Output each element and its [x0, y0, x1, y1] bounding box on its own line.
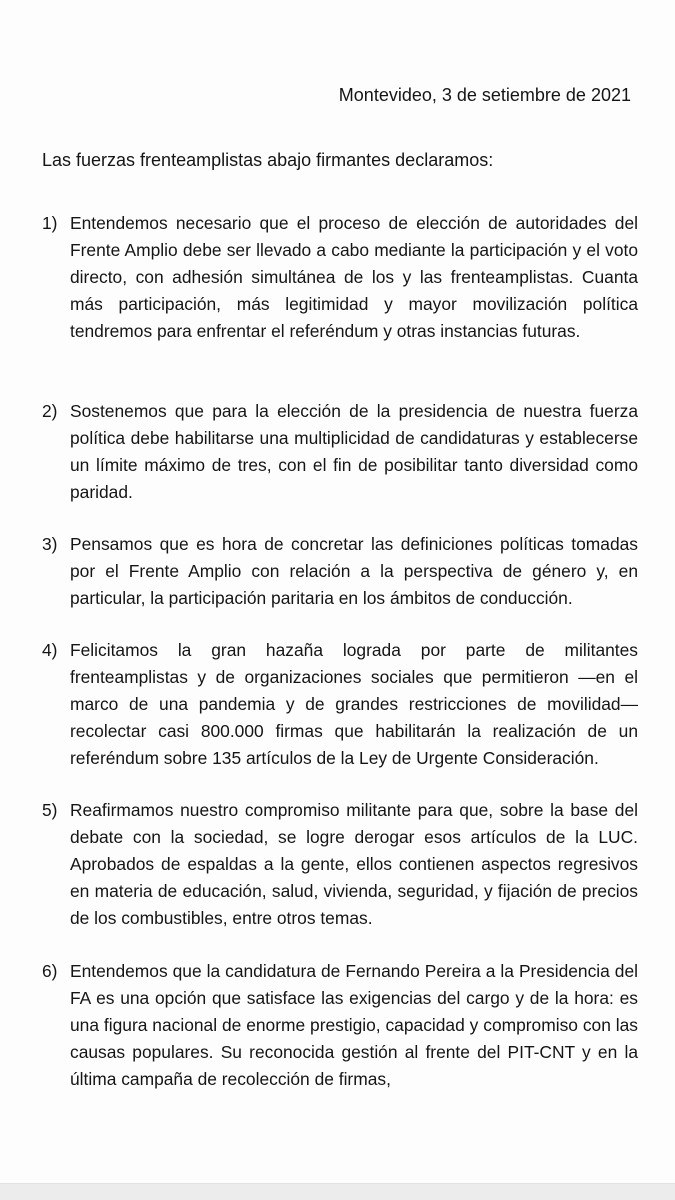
declaration-item-3 [42, 531, 638, 612]
item-text: Pensamos que es hora de concretar las definiciones políticas tomadas por el Frente Amplio con relación a la perspectiva de género y, en particular, la participación paritaria en los ámbitos de conducción. [70, 534, 638, 609]
declaration-item-6 [42, 958, 638, 1093]
item-number: 5) [42, 800, 58, 820]
declaration-item-4 [42, 637, 638, 772]
item-number: 6) [42, 961, 58, 981]
item-number: 1) [42, 213, 58, 233]
intro-statement: Las fuerzas frenteamplistas abajo firmantes declaramos: [42, 150, 494, 170]
declaration-item-1 [42, 210, 638, 345]
date-line: Montevideo, 3 de setiembre de 2021 [338, 85, 631, 105]
item-number: 3) [42, 534, 58, 554]
item-number: 2) [42, 401, 58, 421]
item-number: 4) [42, 640, 58, 660]
item-text: Sostenemos que para la elección de la presidencia de nuestra fuerza política debe habilitarse una multiplicidad de candidaturas y establecerse un límite máximo de tres, con el fin de posibilitar tanto diversidad como paridad. [70, 401, 638, 503]
item-text: Felicitamos la gran hazaña lograda por parte de militantes frenteamplistas y de organizaciones sociales que permitieron —en el marco de una pandemia y de grandes restricciones de movilidad— recolectar casi 800.000 firmas que habilitarán la realización de un referéndum sobre 135 artículos de la Ley de Urgente Consideración. [70, 640, 638, 769]
declaration-item-2 [42, 398, 638, 506]
item-text: Entendemos necesario que el proceso de elección de autoridades del Frente Amplio debe ser llevado a cabo mediante la participación y el voto directo, con adhesión simultánea de los y las frenteamplistas. Cuanta más participación, más legitimidad y mayor movilización política tendremos para enfrentar el referéndum y otras instancias futuras. [70, 213, 638, 342]
declaration-item-5 [42, 797, 638, 932]
item-text: Reafirmamos nuestro compromiso militante para que, sobre la base del debate con la sociedad, se logre derogar esos artículos de la LUC. Aprobados de espaldas a la gente, ellos contienen aspectos regresivos en materia de educación, salud, vivienda, seguridad, y fijación de precios de los combustibles, entre otros temas. [70, 800, 638, 929]
page-bottom-edge [0, 1183, 675, 1200]
item-text: Entendemos que la candidatura de Fernando Pereira a la Presidencia del FA es una opción que satisface las exigencias del cargo y de la hora: es una figura nacional de enorme prestigio, capacidad y compromiso con las causas populares. Su reconocida gestión al frente del PIT-CNT y en la última campaña de recolección de firmas, [70, 961, 638, 1090]
